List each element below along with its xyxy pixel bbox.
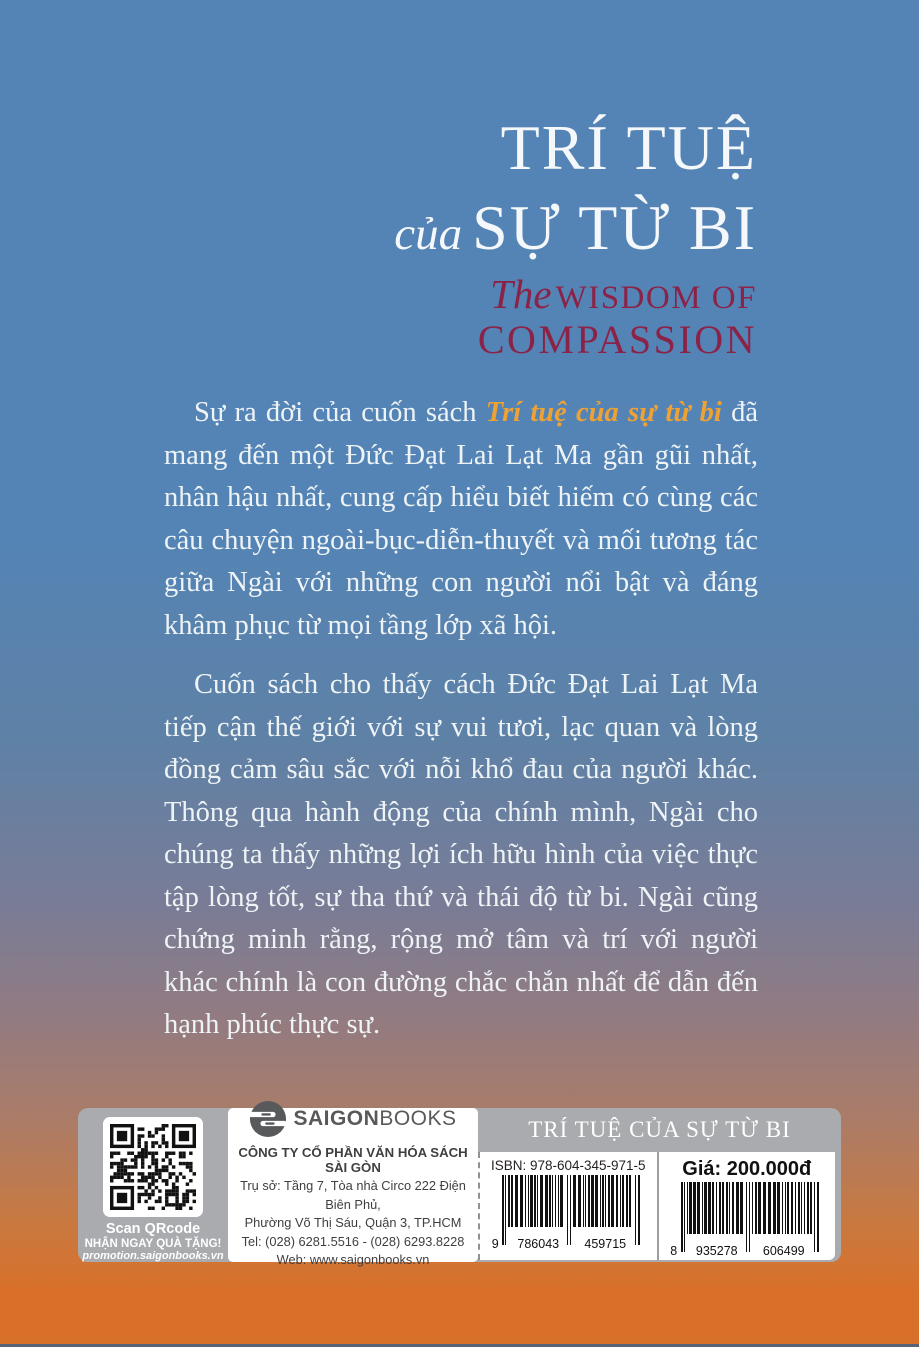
title-main-su-tu-bi: SỰ TỪ BI xyxy=(472,192,757,263)
barcode-digit-group: 935278 xyxy=(695,1244,738,1258)
company-address-line2: Phường Võ Thị Sáu, Quận 3, TP.HCM xyxy=(244,1215,462,1231)
isbn-barcode-digits xyxy=(488,1237,648,1252)
blurb-paragraph-1 xyxy=(164,392,758,647)
title-vietnamese-line1: TRÍ TUỆ xyxy=(500,112,757,183)
saigonbooks-logo xyxy=(249,1100,456,1138)
blurb-paragraph-2: Cuốn sách cho thấy cách Đức Đạt Lai Lạt Ma tiếp cận thế giới với sự vui tươi, lạc quan và lòng đồng cảm sâu sắc với nỗi khổ đau của người khác. Thông qua hành động của chính mình, Ngài cho chúng ta thấy những lợi ích hữu hình của việc thực tập lòng tốt, sự tha thứ và thái độ từ bi. Ngài cũng chứng minh rằng, rộng mở tâm và trí với người khác chính là con đường chắc chắn nhất để dẫn đến hạnh phúc thực sự. xyxy=(164,669,758,1040)
barcode-digit-group: 786043 xyxy=(517,1237,560,1251)
title-script-the: The xyxy=(490,271,552,317)
title-block xyxy=(394,112,757,362)
title-english-line1 xyxy=(394,271,757,317)
publisher-card xyxy=(228,1107,478,1268)
ean-barcode xyxy=(667,1182,827,1260)
company-phone: Tel: (028) 6281.5516 - (028) 6293.8228 xyxy=(241,1233,465,1249)
isbn-number: ISBN: 978-604-345-971-5 xyxy=(490,1158,646,1173)
paragraph1-suffix: đã mang đến một Đức Đạt Lai Lạt Ma gần gũi nhất, nhân hậu nhất, cung cấp hiểu biết hiếm có cùng các câu chuyện ngoài-bục-diễn-thuyết và mối tương tác giữa Ngài với những con người nổi bật và đáng khâm phục từ mọi tầng lớp xã hội. xyxy=(164,397,758,641)
qr-code-icon xyxy=(110,1124,196,1210)
title-script-cua: của xyxy=(394,208,463,260)
wordmark-books: BOOKS xyxy=(379,1107,457,1131)
price-label: Giá: 200.000đ xyxy=(682,1158,812,1180)
barcode-digit: 8 xyxy=(670,1244,678,1258)
price-column xyxy=(659,1152,836,1260)
barcode-digit: 9 xyxy=(491,1237,499,1251)
company-name: CÔNG TY CỔ PHẦN VĂN HÓA SÁCH SÀI GÒN xyxy=(238,1145,468,1176)
qr-scan-label: Scan QRcode xyxy=(105,1221,201,1237)
isbn-price-card xyxy=(478,1152,835,1260)
paragraph1-prefix: Sự ra đời của cuốn sách xyxy=(194,397,486,428)
isbn-barcode xyxy=(488,1175,648,1253)
book-info-section xyxy=(478,1108,841,1262)
isbn-column xyxy=(480,1152,659,1260)
back-cover-blurb xyxy=(164,392,758,1064)
saigonbooks-wordmark xyxy=(293,1107,456,1131)
qr-section xyxy=(78,1108,228,1262)
qr-code xyxy=(103,1117,203,1217)
book-title-band: TRÍ TUỆ CỦA SỰ TỪ BI xyxy=(528,1117,791,1142)
company-address-line1: Trụ sở: Tầng 7, Tòa nhà Circo 222 Điện Biên Phủ, xyxy=(240,1178,466,1212)
barcode-digit-group: 459715 xyxy=(584,1237,627,1251)
publisher-footer-panel xyxy=(78,1107,841,1268)
title-wisdom-of: WISDOM OF xyxy=(555,280,757,316)
title-english-line2: COMPASSION xyxy=(477,317,757,362)
company-website: Web: www.saigonbooks.vn xyxy=(276,1252,430,1268)
qr-promo-url: promotion.saigonbooks.vn xyxy=(82,1250,224,1262)
title-vietnamese-line2 xyxy=(394,192,757,263)
wordmark-saigon: SAIGON xyxy=(293,1107,380,1131)
ean-barcode-digits xyxy=(667,1244,827,1259)
qr-gift-label: NHẬN NGAY QUÀ TẶNG! xyxy=(84,1238,222,1250)
saigonbooks-logo-icon xyxy=(249,1100,287,1138)
paragraph1-book-title-highlight: Trí tuệ của sự từ bi xyxy=(485,397,722,428)
barcode-digit-group: 606499 xyxy=(762,1244,805,1258)
